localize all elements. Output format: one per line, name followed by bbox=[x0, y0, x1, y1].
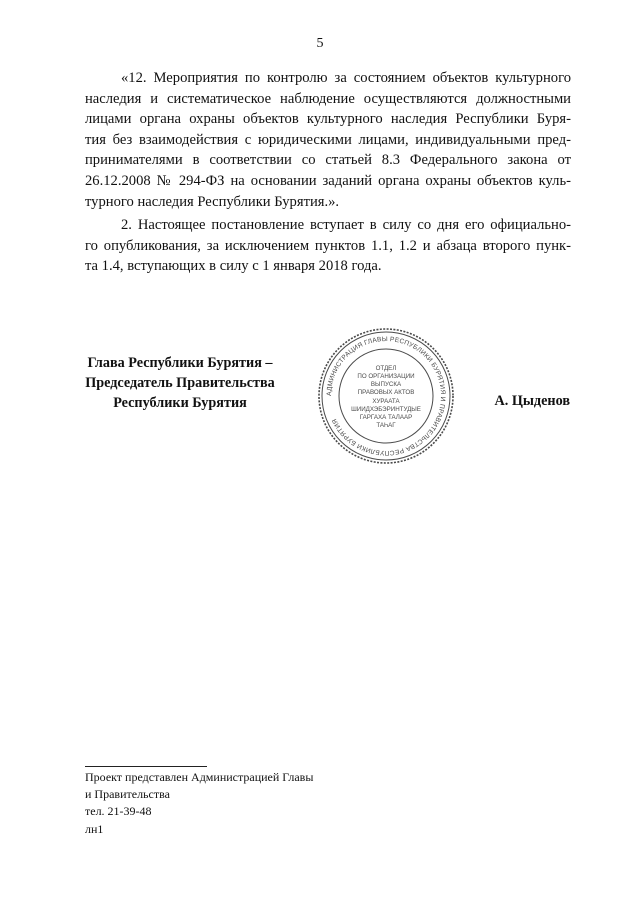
paragraph-1-line: тия без взаимодействия с юридическими лицами, индивидуальными пред- bbox=[85, 131, 571, 148]
footer-note bbox=[85, 769, 313, 820]
paragraph-1-line: турного наследия Республики Бурятия.». bbox=[85, 193, 340, 210]
paragraph-2 bbox=[85, 215, 571, 277]
seal-inner-line: ВЫПУСКА bbox=[370, 381, 402, 388]
document-code: лн1 bbox=[85, 822, 104, 836]
footer-divider bbox=[85, 766, 207, 767]
seal-inner-line: ПРАВОВЫХ АКТОВ bbox=[357, 389, 415, 396]
paragraph-1 bbox=[85, 68, 571, 212]
footer-line: Проект представлен Администрацией Главы bbox=[85, 770, 314, 784]
paragraph-1-line: лицами органа охраны объектов культурного наследия Республики Буря- bbox=[85, 111, 571, 128]
seal-inner-line: ГАРГАХА ТАЛААР bbox=[359, 414, 413, 421]
seal-inner-line: ПО ОРГАНИЗАЦИИ bbox=[357, 373, 415, 380]
footer-line: тел. 21-39-48 bbox=[85, 804, 152, 818]
paragraph-2-line: го опубликования, за исключением пунктов 1.1, 1.2 и абзаца второго пунк- bbox=[85, 237, 571, 254]
paragraph-1-line: принимателями в соответствии со статьей 8.3 Федерального закона от bbox=[85, 152, 571, 169]
paragraph-1-line: наследия и систематическое наблюдение осуществляются должностными bbox=[85, 90, 571, 107]
paragraph-2-line: 2. Настоящее постановление вступает в силу со дня его официально- bbox=[121, 217, 571, 233]
paragraph-2-line: та 1.4, вступающих в силу с 1 января 2018 года. bbox=[85, 258, 382, 275]
signatory-title-line: Глава Республики Бурятия – bbox=[87, 355, 273, 371]
paragraph-1-line: 26.12.2008 № 294-ФЗ на основании заданий органа охраны объектов куль- bbox=[85, 172, 571, 189]
page-number: 5 bbox=[316, 36, 324, 51]
seal-inner-line: ОТДЕЛ bbox=[375, 365, 397, 372]
seal-inner-line: ШИИДХЭБЭРИНТУДЫЕ bbox=[351, 406, 421, 413]
seal-inner-line: ТАҺАГ bbox=[376, 422, 396, 429]
footer-line: и Правительства bbox=[85, 787, 170, 801]
signatory-title-line: Республики Бурятия bbox=[113, 395, 247, 411]
signatory-title-line: Председатель Правительства bbox=[85, 375, 275, 391]
seal-inner-line: ХУРААТА bbox=[372, 398, 400, 405]
paragraph-1-line: «12. Мероприятия по контролю за состоянием объектов культурного bbox=[121, 70, 571, 86]
official-seal bbox=[317, 327, 455, 465]
signatory-title bbox=[85, 353, 275, 413]
seal-outer-text: АДМИНИСТРАЦИЯ ГЛАВЫ РЕСПУБЛИКИ БУРЯТИЯ И ПРАВИТЕЛЬСТВА РЕСПУБЛИКИ БУРЯТИЯ bbox=[325, 335, 447, 457]
signatory-name: А. Цыденов bbox=[494, 393, 570, 409]
